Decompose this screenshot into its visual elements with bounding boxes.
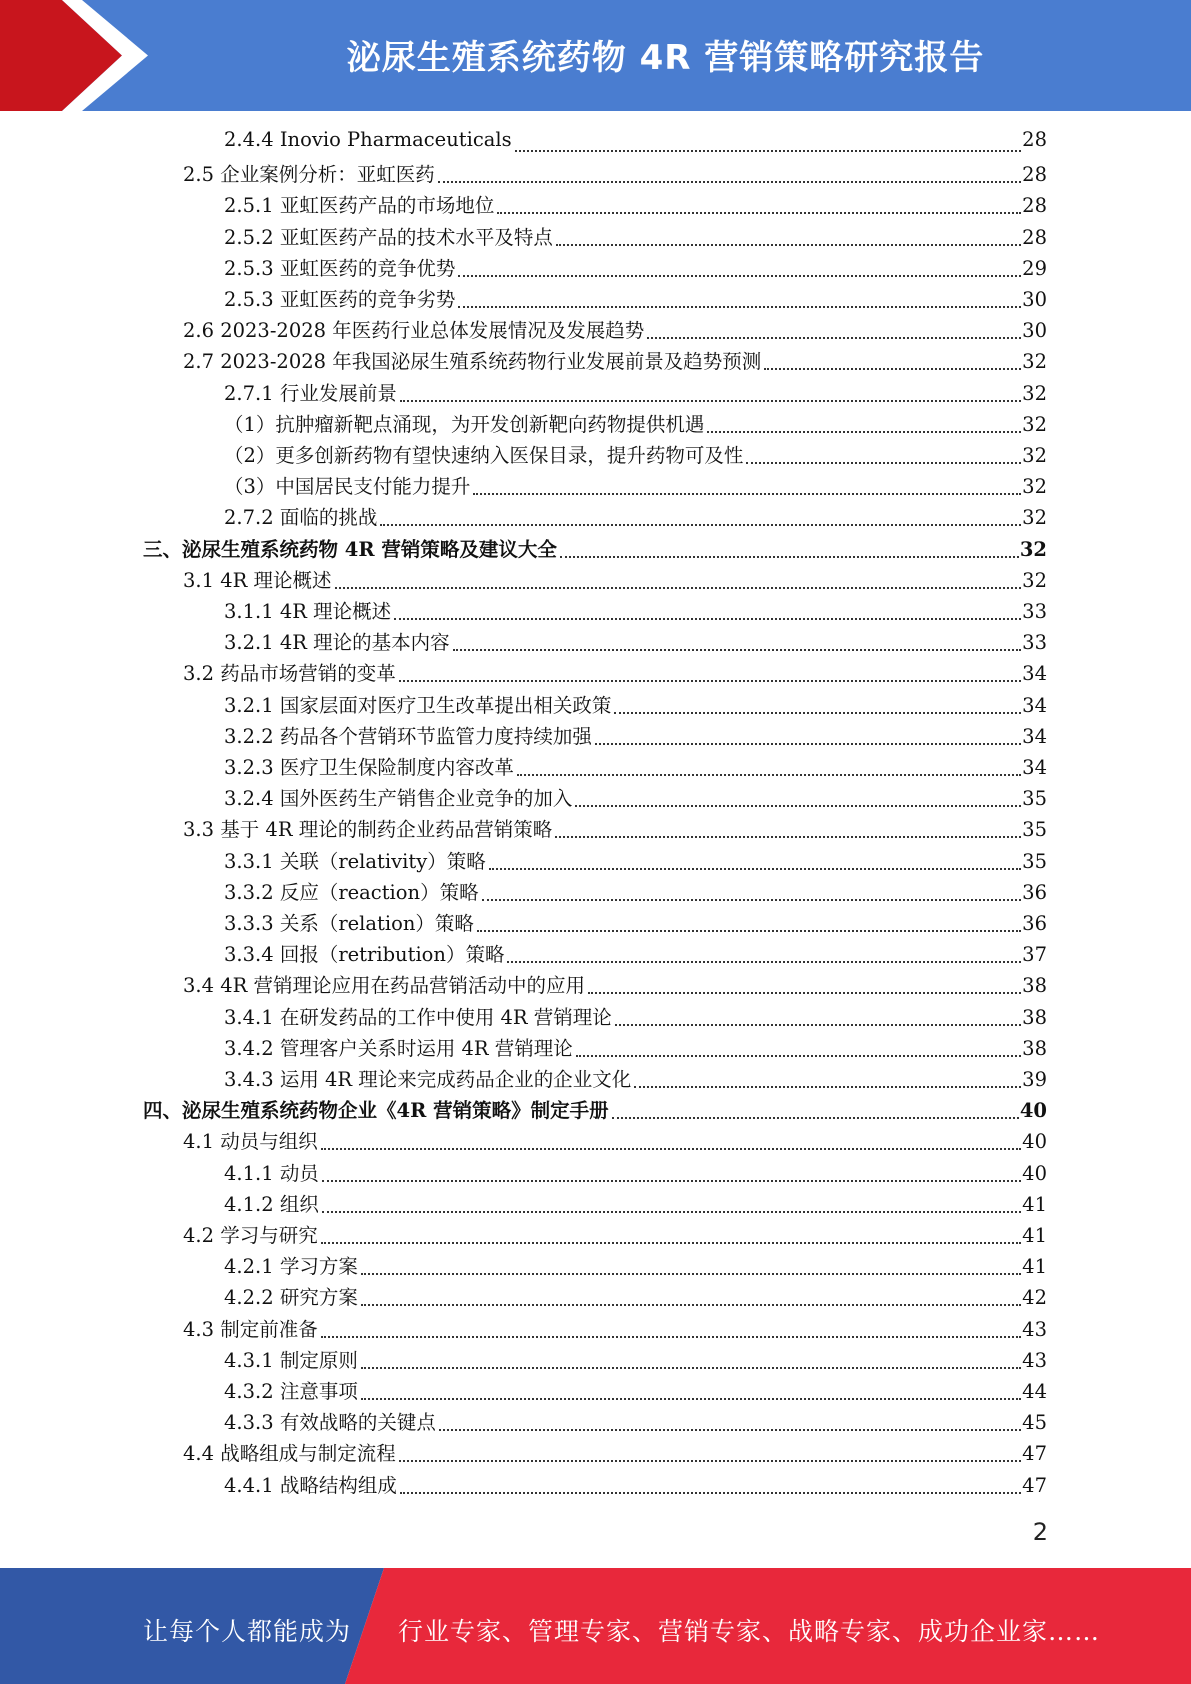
- toc-entry-title: 3.4.3 运用 4R 理论来完成药品企业的企业文化: [224, 1068, 632, 1091]
- toc-entry-page: 28: [1022, 163, 1047, 187]
- footer-slogan-left: 让每个人都能成为: [143, 1617, 352, 1646]
- toc-entry[interactable]: [224, 1189, 1047, 1220]
- toc-entry-page: 28: [1022, 194, 1047, 218]
- toc-dot-leader: [453, 648, 1022, 651]
- toc-entry[interactable]: [224, 222, 1047, 253]
- toc-entry[interactable]: [224, 908, 1047, 939]
- toc-entry[interactable]: [183, 814, 1047, 845]
- toc-dot-leader: [380, 523, 1021, 526]
- toc-entry-title: 4.2.2 研究方案: [224, 1286, 358, 1310]
- toc-dot-leader: [576, 1054, 1021, 1057]
- toc-entry-title: 4.3 制定前准备: [183, 1317, 318, 1341]
- toc-entry-page: 29: [1022, 256, 1047, 280]
- toc-entry[interactable]: [183, 1438, 1047, 1469]
- toc-entry[interactable]: [183, 565, 1047, 596]
- toc-entry-page: 32: [1022, 444, 1047, 467]
- toc-entry[interactable]: [183, 970, 1047, 1001]
- toc-dot-leader: [634, 1085, 1021, 1088]
- toc-entry-title: （2）更多创新药物有望快速纳入医保目录，提升药物可及性: [224, 444, 744, 467]
- toc-entry-title: 4.3.2 注意事项: [224, 1380, 358, 1403]
- toc-entry-page: 32: [1022, 412, 1047, 436]
- toc-entry[interactable]: [224, 939, 1047, 970]
- toc-entry[interactable]: [224, 1282, 1047, 1313]
- toc-entry[interactable]: [224, 378, 1047, 409]
- toc-entry-title: 3.2.1 国家层面对医疗卫生改革提出相关政策: [224, 693, 612, 717]
- toc-chapter-entry[interactable]: [143, 1095, 1047, 1126]
- toc-entry-page: 34: [1022, 662, 1047, 686]
- toc-entry-page: 37: [1022, 943, 1047, 967]
- toc-dot-leader: [560, 555, 1019, 558]
- toc-entry-title: 4.3.3 有效战略的关键点: [224, 1411, 436, 1435]
- toc-dot-leader: [647, 336, 1021, 339]
- toc-entry[interactable]: [224, 846, 1047, 877]
- toc-entry-title: 3.4 4R 营销理论应用在药品营销活动中的应用: [183, 974, 585, 998]
- toc-entry-page: 35: [1022, 787, 1047, 811]
- toc-entry-title: 3.3.2 反应（reaction）策略: [224, 880, 479, 904]
- toc-entry-title: 4.1.2 组织: [224, 1192, 319, 1216]
- toc-entry-title: 3.3 基于 4R 理论的制药企业药品营销策略: [183, 818, 553, 842]
- toc-entry-page: 40: [1022, 1130, 1047, 1154]
- toc-entry-page: 38: [1022, 1036, 1047, 1060]
- toc-entry[interactable]: [183, 1314, 1047, 1345]
- toc-entry-page: 44: [1022, 1380, 1047, 1403]
- toc-entry[interactable]: [183, 159, 1047, 190]
- toc-dot-leader: [615, 1023, 1021, 1026]
- toc-dot-leader: [764, 367, 1021, 370]
- toc-entry-title: 2.5.3 亚虹医药的竞争劣势: [224, 288, 456, 311]
- toc-entry[interactable]: [224, 1407, 1047, 1438]
- toc-entry-title: 3.4.1 在研发药品的工作中使用 4R 营销理论: [224, 1005, 612, 1029]
- toc-entry-title: 3.4.2 管理客户关系时运用 4R 营销理论: [224, 1036, 573, 1060]
- toc-entry-page: 30: [1022, 319, 1047, 343]
- toc-entry-title: 4.4 战略组成与制定流程: [183, 1442, 396, 1466]
- report-title: 泌尿生殖系统药物 4R 营销策略研究报告: [346, 38, 985, 78]
- toc-entry[interactable]: [224, 190, 1047, 221]
- toc-entry-page: 41: [1022, 1224, 1047, 1247]
- toc-dot-leader: [400, 1491, 1021, 1494]
- toc-entry[interactable]: [224, 1470, 1047, 1501]
- toc-dot-leader: [595, 742, 1021, 745]
- toc-entry-page: 47: [1022, 1442, 1047, 1466]
- toc-dot-leader: [575, 804, 1021, 807]
- toc-entry-page: 34: [1022, 693, 1047, 717]
- toc-entry-page: 28: [1022, 225, 1047, 249]
- toc-dot-leader: [507, 960, 1021, 963]
- page-number: 2: [1032, 1518, 1048, 1546]
- toc-dot-leader: [361, 1272, 1021, 1275]
- toc-entry-title: 4.3.1 制定原则: [224, 1348, 358, 1372]
- toc-entry[interactable]: [224, 440, 1047, 471]
- toc-dot-leader: [555, 835, 1021, 838]
- toc-dot-leader: [556, 243, 1021, 246]
- toc-dot-leader: [477, 929, 1021, 932]
- toc-dot-leader: [482, 898, 1022, 901]
- toc-entry[interactable]: [224, 1158, 1047, 1189]
- toc-entry-page: 28: [1022, 128, 1047, 151]
- toc-dot-leader: [497, 211, 1021, 214]
- toc-entry[interactable]: [224, 253, 1047, 284]
- toc-entry-title: 2.5 企业案例分析：亚虹医药: [183, 163, 435, 187]
- toc-dot-leader: [438, 180, 1021, 183]
- toc-entry-page: 32: [1022, 475, 1047, 499]
- toc-dot-leader: [394, 617, 1021, 620]
- toc-entry[interactable]: [224, 128, 1047, 159]
- toc-entry-title: 2.4.4 Inovio Pharmaceuticals: [224, 128, 512, 151]
- toc-dot-leader: [321, 1147, 1021, 1150]
- toc-dot-leader: [322, 1210, 1021, 1213]
- toc-entry-page: 32: [1022, 506, 1047, 530]
- toc-dot-leader: [361, 1366, 1021, 1369]
- toc-entry[interactable]: [183, 346, 1047, 377]
- toc-dot-leader: [612, 1116, 1019, 1119]
- toc-entry-page: 30: [1022, 288, 1047, 311]
- toc-entry-title: 2.6 2023-2028 年医药行业总体发展情况及发展趋势: [183, 319, 645, 343]
- toc-entry-page: 41: [1022, 1255, 1047, 1279]
- toc-entry-title: 三、泌尿生殖系统药物 4R 营销策略及建议大全: [143, 537, 557, 561]
- toc-entry-page: 32: [1019, 537, 1047, 561]
- toc-dot-leader: [400, 399, 1021, 402]
- toc-dot-leader: [361, 1303, 1021, 1306]
- toc-entry-page: 45: [1022, 1411, 1047, 1435]
- toc-entry-title: 2.7 2023-2028 年我国泌尿生殖系统药物行业发展前景及趋势预测: [183, 350, 762, 374]
- toc-entry-page: 33: [1022, 600, 1047, 623]
- toc-dot-leader: [361, 1397, 1021, 1400]
- page-header: [0, 0, 1191, 111]
- toc-entry-title: 3.2.1 4R 理论的基本内容: [224, 631, 450, 655]
- toc-entry-page: 35: [1022, 849, 1047, 873]
- toc-entry[interactable]: [224, 409, 1047, 440]
- toc-dot-leader: [322, 1179, 1021, 1182]
- page-footer: [0, 1568, 1191, 1684]
- toc-dot-leader: [707, 430, 1021, 433]
- toc-entry-page: 32: [1022, 350, 1047, 374]
- toc-entry[interactable]: [183, 315, 1047, 346]
- toc-entry-page: 32: [1022, 568, 1047, 592]
- toc-entry-title: 3.2.2 药品各个营销环节监管力度持续加强: [224, 724, 592, 748]
- toc-dot-leader: [515, 149, 1022, 152]
- toc-entry-page: 43: [1022, 1348, 1047, 1372]
- toc-entry-title: 4.1.1 动员: [224, 1161, 319, 1185]
- toc-entry[interactable]: [224, 1376, 1047, 1407]
- toc-entry-title: （1）抗肿瘤新靶点涌现，为开发创新靶向药物提供机遇: [224, 412, 705, 436]
- toc-entry[interactable]: [224, 627, 1047, 658]
- toc-entry-title: 3.2.3 医疗卫生保险制度内容改革: [224, 756, 514, 779]
- toc-entry-title: 2.5.3 亚虹医药的竞争优势: [224, 256, 456, 280]
- toc-dot-leader: [439, 1428, 1021, 1431]
- toc-entry[interactable]: [224, 596, 1047, 627]
- toc-dot-leader: [614, 711, 1021, 714]
- toc-entry[interactable]: [183, 1220, 1047, 1251]
- toc-entry-title: 3.1 4R 理论概述: [183, 568, 332, 592]
- toc-dot-leader: [458, 274, 1021, 277]
- toc-entry-title: 4.2 学习与研究: [183, 1224, 318, 1247]
- toc-entry-title: 2.5.1 亚虹医药产品的市场地位: [224, 194, 495, 218]
- toc-chapter-entry[interactable]: [143, 534, 1047, 565]
- toc-entry-page: 47: [1022, 1473, 1047, 1497]
- toc-entry[interactable]: [183, 658, 1047, 689]
- toc-dot-leader: [321, 1241, 1021, 1244]
- toc-entry-title: 2.7.2 面临的挑战: [224, 506, 378, 530]
- toc-entry-page: 36: [1022, 880, 1047, 904]
- toc-entry-page: 42: [1022, 1286, 1047, 1310]
- toc-entry-title: 4.2.1 学习方案: [224, 1255, 358, 1279]
- toc-dot-leader: [473, 492, 1021, 495]
- footer-slogan-right: 行业专家、管理专家、营销专家、战略专家、成功企业家……: [398, 1617, 1101, 1646]
- toc-dot-leader: [746, 461, 1021, 464]
- toc-entry-page: 41: [1022, 1192, 1047, 1216]
- toc-entry[interactable]: [224, 1033, 1047, 1064]
- toc-entry[interactable]: [183, 1126, 1047, 1157]
- toc-entry-title: 3.3.3 关系（relation）策略: [224, 912, 474, 935]
- toc-entry[interactable]: [224, 284, 1047, 315]
- toc-entry-title: 2.7.1 行业发展前景: [224, 381, 397, 405]
- toc-entry-page: 36: [1022, 912, 1047, 935]
- toc-entry[interactable]: [224, 752, 1047, 783]
- toc-entry[interactable]: [224, 1002, 1047, 1033]
- toc-dot-leader: [458, 305, 1021, 308]
- toc-entry-title: （3）中国居民支付能力提升: [224, 475, 471, 499]
- toc-dot-leader: [321, 1335, 1021, 1338]
- toc-entry-title: 3.3.4 回报（retribution）策略: [224, 943, 505, 967]
- toc-entry-title: 3.2 药品市场营销的变革: [183, 662, 396, 686]
- toc-entry-page: 40: [1019, 1099, 1047, 1123]
- toc-entry-page: 32: [1022, 381, 1047, 405]
- toc-entry[interactable]: [224, 783, 1047, 814]
- toc-entry-page: 35: [1022, 818, 1047, 842]
- toc-dot-leader: [588, 991, 1021, 994]
- toc-entry-title: 3.2.4 国外医药生产销售企业竞争的加入: [224, 787, 573, 811]
- toc-entry-page: 38: [1022, 974, 1047, 998]
- toc-entry-page: 33: [1022, 631, 1047, 655]
- toc-entry-title: 3.3.1 关联（relativity）策略: [224, 849, 486, 873]
- toc-entry[interactable]: [224, 721, 1047, 752]
- toc-entry-title: 4.4.1 战略结构组成: [224, 1473, 397, 1497]
- toc-dot-leader: [399, 679, 1021, 682]
- toc-entry[interactable]: [224, 1345, 1047, 1376]
- toc-entry[interactable]: [224, 502, 1047, 533]
- toc-entry-title: 2.5.2 亚虹医药产品的技术水平及特点: [224, 225, 553, 249]
- header-arrow-decoration: [0, 0, 160, 111]
- toc-entry-page: 34: [1022, 724, 1047, 748]
- toc-entry-title: 3.1.1 4R 理论概述: [224, 600, 392, 623]
- toc-entry-title: 4.1 动员与组织: [183, 1130, 318, 1154]
- toc-entry[interactable]: [224, 690, 1047, 721]
- toc-entry-page: 39: [1022, 1068, 1047, 1091]
- toc-entry[interactable]: [224, 877, 1047, 908]
- toc-entry-page: 34: [1022, 756, 1047, 779]
- toc-entry-page: 40: [1022, 1161, 1047, 1185]
- toc-entry[interactable]: [224, 471, 1047, 502]
- toc-entry[interactable]: [224, 1251, 1047, 1282]
- toc-dot-leader: [335, 586, 1022, 589]
- toc-dot-leader: [517, 773, 1021, 776]
- toc-entry-page: 38: [1022, 1005, 1047, 1029]
- toc-dot-leader: [489, 867, 1021, 870]
- toc-entry-page: 43: [1022, 1317, 1047, 1341]
- toc-entry[interactable]: [224, 1064, 1047, 1095]
- toc-dot-leader: [399, 1459, 1021, 1462]
- toc-entry-title: 四、泌尿生殖系统药物企业《4R 营销策略》制定手册: [143, 1099, 609, 1123]
